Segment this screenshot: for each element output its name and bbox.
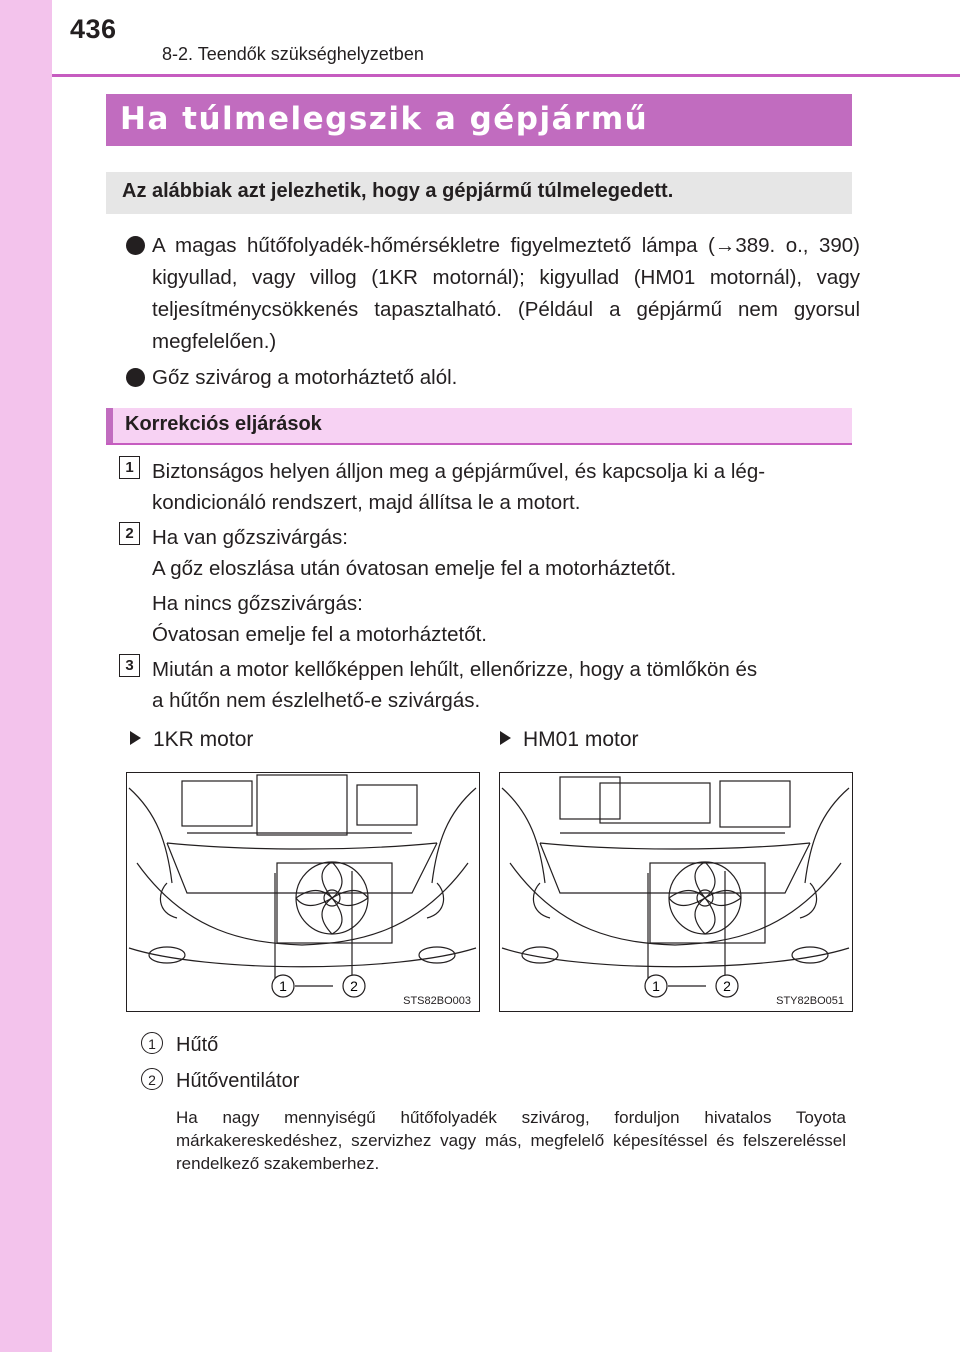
page-title: Ha túlmelegszik a gépjármű [120, 101, 649, 137]
callout-2: 2 [350, 978, 358, 994]
callout-1: 1 [279, 978, 287, 994]
corrective-heading: Korrekciós eljárások [125, 413, 322, 435]
figure-code: STS82BO003 [403, 995, 471, 1007]
engine-bay-drawing [500, 773, 851, 1010]
bullet-text: Gőz szivárog a motorháztető alól. [152, 366, 458, 389]
step-number-badge: 2 [119, 522, 140, 545]
triangle-marker-icon [130, 731, 141, 745]
bullet-dot-icon [126, 236, 145, 255]
step-line: a hűtőn nem észlelhető-e szivárgás. [152, 689, 481, 712]
bullet-text: A magas hűtőfolyadék-hőmérsékletre figyelmeztető lámpa (→389. o., 390) kigyullad, vagy villog (1KR motornál); kigyullad (HM01 motornál), vagy teljesítménycsökkenés tapasztalható. (Például a gépjármű nem gyorsul megfelelően.) [152, 234, 860, 353]
step-number-badge: 1 [119, 456, 140, 479]
bullet-item [120, 230, 860, 358]
legend-text: Hűtő [176, 1034, 219, 1056]
note-text: Ha nagy mennyiségű hűtőfolyadék szivárog, forduljon hivatalos Toyota márkakereskedéshez, szervizhez vagy más, megfelelő képesítéssel és felszereléssel rendelkező szakemberhez. [176, 1108, 846, 1173]
step-line: Óvatosan emelje fel a motorháztetőt. [152, 623, 488, 646]
bullet-dot-icon [126, 368, 145, 387]
triangle-marker-icon [500, 731, 511, 745]
engine-illustration-hm01 [499, 772, 853, 1012]
engine-bay-drawing [127, 773, 478, 1010]
summary-box [106, 172, 852, 214]
bullet-item [120, 362, 860, 394]
legend-text: Hűtőventilátor [176, 1070, 300, 1092]
legend-number: 1 [141, 1032, 163, 1054]
side-color-strip [0, 0, 52, 1352]
step-text [152, 654, 852, 716]
title-bar [106, 94, 852, 146]
figure-code: STY82BO051 [776, 995, 844, 1007]
step-line: A gőz eloszlása után óvatosan emelje fel a motorháztetőt. [152, 557, 677, 580]
summary-text: Az alábbiak azt jelezhetik, hogy a gépjármű túlmelegedett. [122, 180, 674, 202]
step-line: Ha van gőzszivárgás: [152, 526, 348, 549]
callout-1: 1 [652, 978, 660, 994]
legend-number: 2 [141, 1068, 163, 1090]
step-line: Biztonságos helyen álljon meg a gépjárművel, és kapcsolja ki a lég- [152, 460, 766, 483]
corrective-heading-bar [106, 408, 852, 443]
step-line: kondicionáló rendszert, majd állítsa le a motort. [152, 491, 581, 514]
step-line: Ha nincs gőzszivárgás: [152, 592, 363, 615]
figure-label-hm01: HM01 motor [500, 728, 639, 752]
step-text-alt [152, 588, 852, 650]
callout-2: 2 [723, 978, 731, 994]
step-text [152, 522, 852, 584]
engine-illustration-1kr [126, 772, 480, 1012]
section-header: 8-2. Teendők szükséghelyzetben [162, 44, 424, 64]
step-line: Miután a motor kellőképpen lehűlt, ellenőrizze, hogy a tömlőkön és [152, 658, 758, 681]
header-rule [52, 74, 960, 77]
page-number: 436 [70, 14, 117, 44]
corrective-heading-rule [106, 443, 852, 445]
figure-label-1kr: 1KR motor [130, 728, 253, 752]
step-number-badge: 3 [119, 654, 140, 677]
step-text [152, 456, 852, 518]
